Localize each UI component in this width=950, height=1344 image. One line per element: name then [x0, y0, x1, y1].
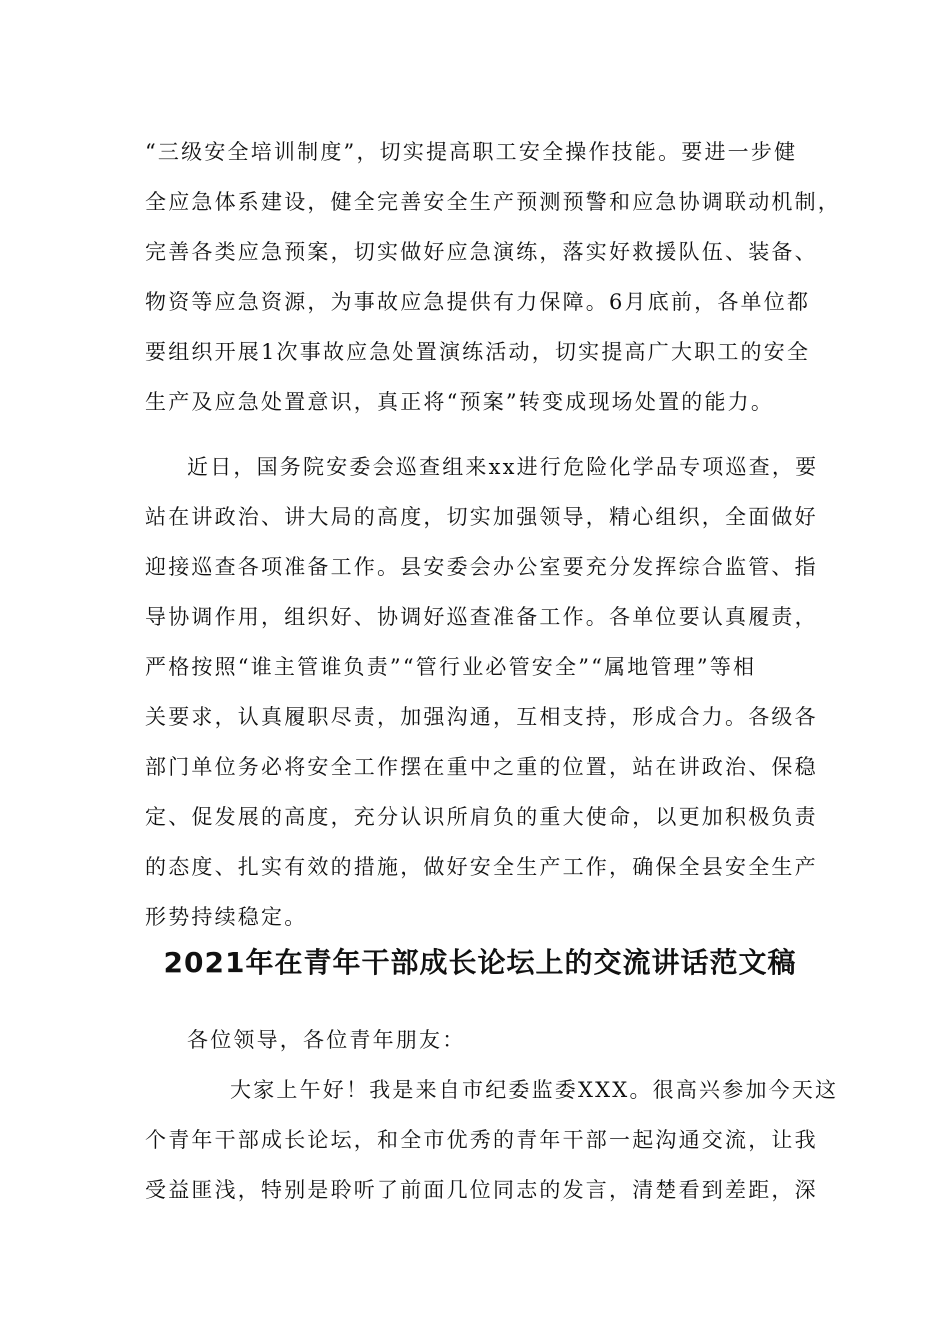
article-title: 2021年在青年干部成长论坛上的交流讲话范文稿 [163, 946, 797, 979]
paragraph-line: 生产及应急处置意识，真正将“预案”转变成现场处置的能力。 [145, 390, 775, 414]
paragraph-line: 关要求，认真履职尽责，加强沟通，互相支持，形成合力。各级各 [145, 705, 818, 729]
paragraph-line: 完善各类应急预案，切实做好应急演练，落实好救援队伍、装备、 [145, 240, 818, 264]
paragraph-line: 大家上午好！我是来自市纪委监委XXX。很高兴参加今天这 [230, 1078, 839, 1102]
paragraph-line: “三级安全培训制度”，切实提高职工安全操作技能。要进一步健 [145, 140, 798, 164]
paragraph-line: 迎接巡查各项准备工作。县安委会办公室要充分发挥综合监管、指 [145, 555, 818, 579]
paragraph-line: 站在讲政治、讲大局的高度，切实加强领导，精心组织，全面做好 [145, 505, 818, 529]
salutation: 各位领导，各位青年朋友： [187, 1028, 466, 1052]
paragraph-line: 要组织开展1次事故应急处置演练活动，切实提高广大职工的安全 [145, 340, 811, 364]
paragraph-line: 形势持续稳定。 [145, 905, 308, 929]
paragraph-line: 严格按照“谁主管谁负责”“管行业必管安全”“属地管理”等相 [145, 655, 757, 679]
paragraph-line: 定、促发展的高度，充分认识所肩负的重大使命，以更加积极负责 [145, 805, 818, 829]
paragraph-line: 导协调作用，组织好、协调好巡查准备工作。各单位要认真履责， [145, 605, 818, 629]
paragraph-line: 全应急体系建设，健全完善安全生产预测预警和应急协调联动机制， [145, 190, 841, 214]
paragraph-line: 近日，国务院安委会巡查组来xx进行危险化学品专项巡查，要 [187, 455, 819, 479]
paragraph-line: 的态度、扎实有效的措施，做好安全生产工作，确保全县安全生产 [145, 855, 818, 879]
paragraph-line: 部门单位务必将安全工作摆在重中之重的位置，站在讲政治、保稳 [145, 755, 818, 779]
paragraph-line: 物资等应急资源，为事故应急提供有力保障。6月底前，各单位都 [145, 290, 811, 314]
paragraph-line: 个青年干部成长论坛，和全市优秀的青年干部一起沟通交流，让我 [145, 1128, 818, 1152]
paragraph-line: 受益匪浅，特别是聆听了前面几位同志的发言，清楚看到差距，深 [145, 1178, 818, 1202]
